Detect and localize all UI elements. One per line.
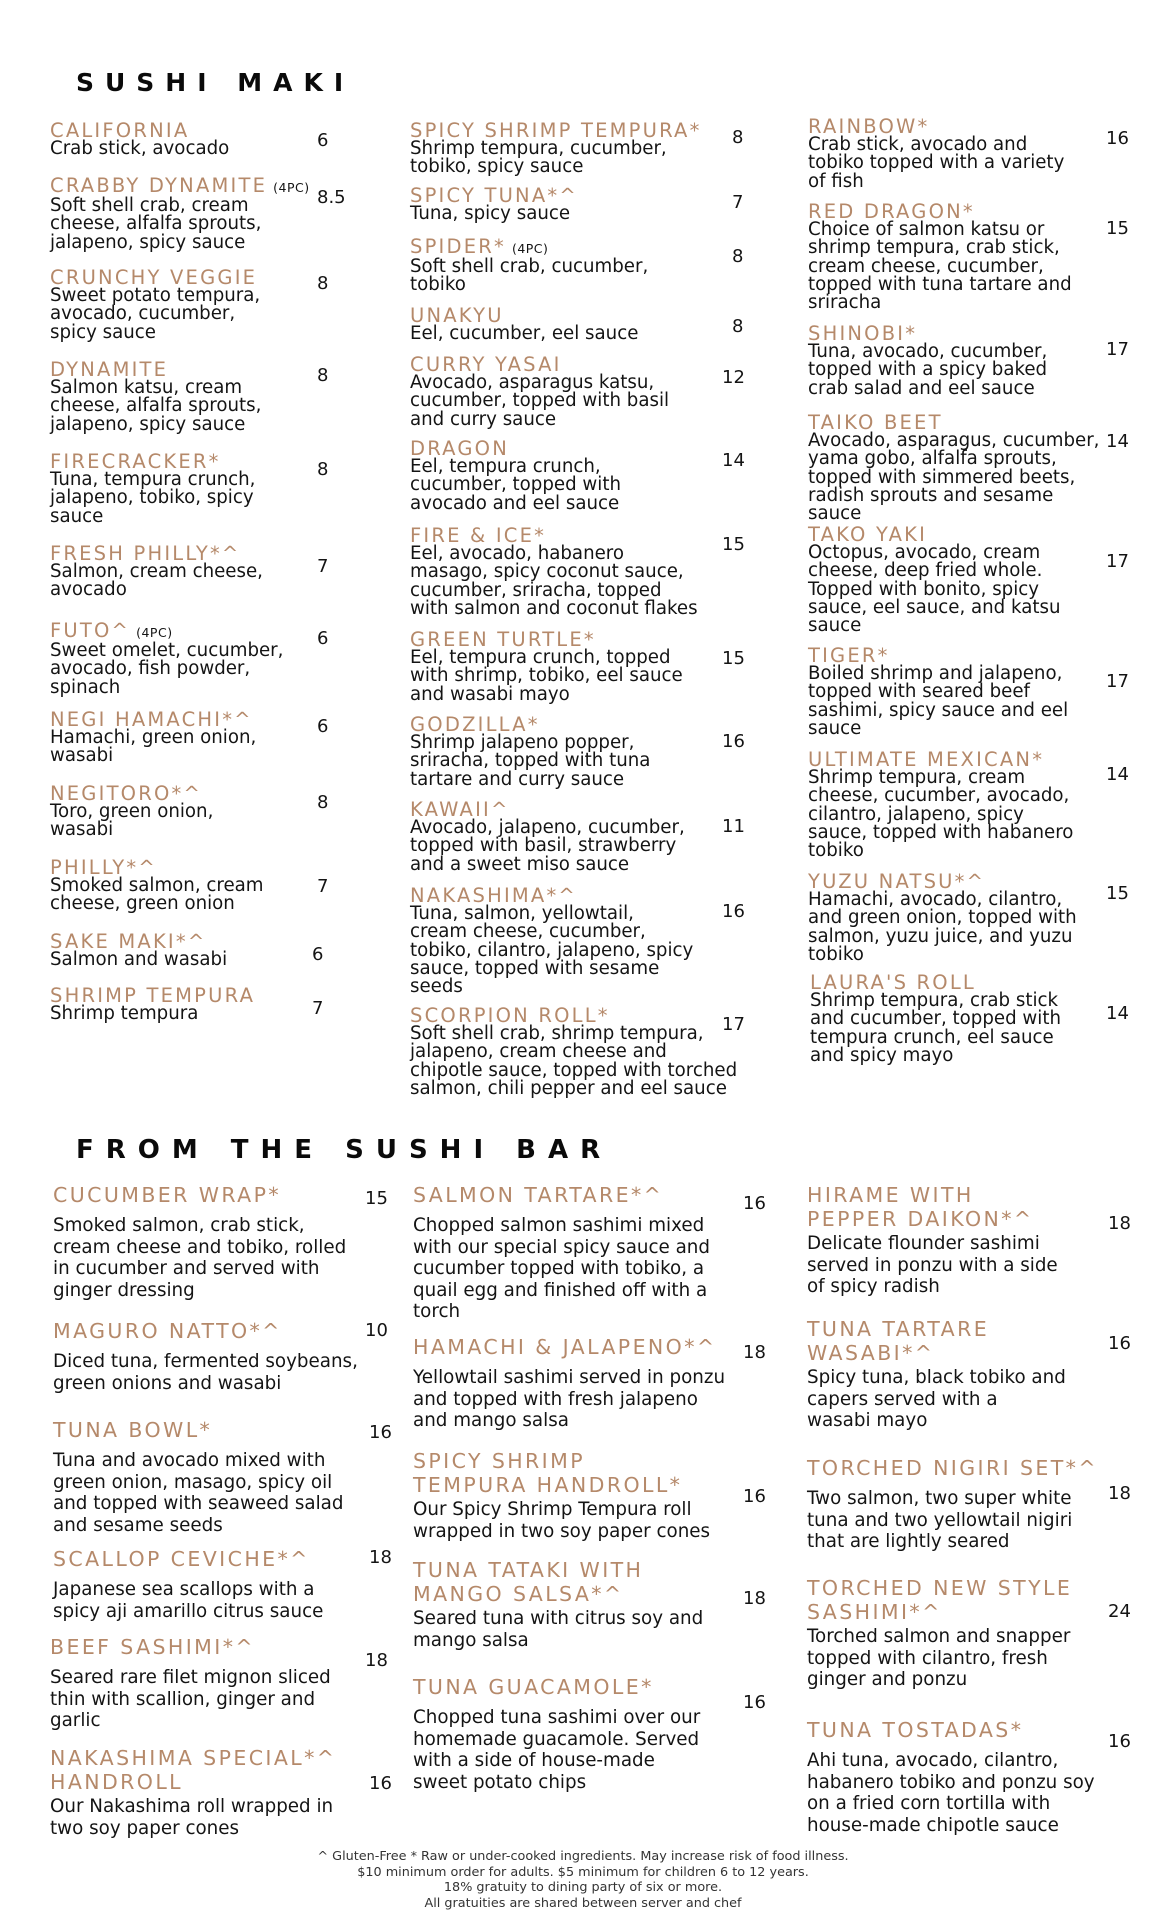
item-price: 17 [1106, 551, 1129, 572]
item-name-text: YUZU NATSU*^ [808, 870, 986, 893]
section-title-sushi-maki: SUSHI MAKI [76, 68, 355, 97]
menu-item-spider [410, 237, 648, 295]
footer-line: $10 minimum order for adults. $5 minimum for children 6 to 12 years. [357, 1864, 809, 1880]
item-price: 15 [365, 1188, 388, 1209]
menu-item-taiko-beet [808, 413, 1099, 523]
item-name-text: SPIDER* [410, 235, 506, 258]
item-description: Our Spicy Shrimp Tempura roll wrapped in two soy paper cones [413, 1499, 711, 1542]
item-name-text: SCORPION ROLL* [410, 1004, 610, 1027]
item-name-text: NEGI HAMACHI*^ [50, 708, 253, 731]
item-description: Soft shell crab, cucumber, tobiko [410, 256, 649, 296]
item-name-text: SHINOBI* [808, 322, 918, 345]
menu-item-negitoro [50, 784, 213, 840]
menu-item-maguro-natto [53, 1319, 358, 1394]
menu-item-firecracker [50, 452, 255, 526]
menu-item-spicy-shrimp-tempura-handroll [413, 1449, 710, 1542]
item-name-text: NAKASHIMA SPECIAL*^ HANDROLL [50, 1746, 337, 1794]
item-name-text: NEGITORO*^ [50, 782, 203, 805]
item-name-text: GREEN TURTLE* [410, 628, 596, 651]
item-description: Tuna, tempura crunch, jalapeno, tobiko, spicy sauce [50, 469, 256, 527]
menu-item-salmon-tartare [413, 1183, 710, 1323]
item-name-text: FUTO^ [50, 619, 131, 642]
item-name-text: TUNA GUACAMOLE* [413, 1675, 654, 1699]
item-price: 16 [1108, 1333, 1131, 1354]
item-name [413, 1558, 703, 1606]
item-price: 11 [722, 816, 745, 837]
item-description: Hamachi, green onion, wasabi [50, 727, 257, 767]
menu-item-hirame-with-pepper-daikon [807, 1183, 1058, 1298]
item-name-text: TORCHED NIGIRI SET*^ [807, 1456, 1098, 1480]
footer-line: ^ Gluten-Free * Raw or under-cooked ingredients. May increase risk of food illness. [317, 1849, 849, 1864]
item-description: Delicate flounder sashimi served in ponzu with a side of spicy radish [807, 1233, 1058, 1297]
item-name-text: TAIKO BEET [808, 411, 943, 434]
item-description: Crab stick, avocado [50, 138, 230, 159]
item-description: Eel, tempura crunch, topped with shrimp, tobiko, eel sauce and wasabi mayo [410, 647, 683, 705]
item-name [807, 1576, 1072, 1624]
menu-item-spicy-tuna [410, 186, 578, 223]
item-name-text: RAINBOW* [808, 115, 930, 138]
item-price: 7 [312, 998, 324, 1019]
menu-item-shinobi [808, 324, 1047, 398]
item-name-text: CALIFORNIA [50, 119, 190, 142]
menu-item-scallop-ceviche [53, 1547, 323, 1622]
item-name-text: HIRAME WITH PEPPER DAIKON*^ [807, 1183, 1034, 1231]
item-price: 16 [722, 901, 745, 922]
item-name [53, 1319, 358, 1343]
item-description: Salmon katsu, cream cheese, alfalfa sprouts, jalapeno, spicy sauce [50, 377, 262, 435]
menu-item-tuna-tartare-wasabi [807, 1317, 1066, 1432]
item-name-text: PHILLY*^ [50, 856, 157, 879]
item-price: 16 [743, 1193, 766, 1214]
item-price: 24 [1108, 1601, 1131, 1622]
item-description: Spicy tuna, black tobiko and capers served with a wasabi mayo [807, 1367, 1066, 1431]
item-price: 17 [722, 1014, 745, 1035]
item-price: 14 [1106, 431, 1129, 452]
item-price: 8 [732, 246, 744, 267]
item-name-text: BEEF SASHIMI*^ [50, 1635, 255, 1659]
item-price: 8 [317, 273, 329, 294]
item-name-text: TUNA TARTARE WASABI*^ [807, 1317, 990, 1365]
item-price: 7 [317, 876, 329, 897]
item-price: 16 [369, 1773, 392, 1794]
item-description: Japanese sea scallops with a spicy aji amarillo citrus sauce [53, 1579, 324, 1622]
menu-item-crabby-dynamite [50, 176, 310, 252]
item-description: Salmon, cream cheese, avocado [50, 561, 263, 601]
item-price: 18 [1108, 1483, 1131, 1504]
footer-notes [0, 1849, 1166, 1911]
item-description: Chopped salmon sashimi mixed with our special spicy sauce and cucumber topped with tobiko, a quail egg and finished off with a torch [413, 1215, 710, 1322]
item-price: 17 [1106, 671, 1129, 692]
item-name-text: LAURA'S ROLL [810, 971, 976, 994]
item-price: 18 [365, 1650, 388, 1671]
item-price: 18 [369, 1547, 392, 1568]
item-price: 8.5 [317, 187, 346, 208]
item-name-text: NAKASHIMA*^ [410, 884, 577, 907]
menu-item-nakashima [410, 886, 693, 996]
menu-item-crunchy-veggie [50, 268, 260, 342]
menu-item-sake-maki [50, 932, 227, 969]
menu-item-fresh-philly [50, 544, 263, 600]
item-price: 14 [1106, 764, 1129, 785]
menu-item-scorpion-roll [410, 1006, 737, 1098]
item-name [50, 1635, 331, 1659]
item-name-text: TUNA TOSTADAS* [807, 1718, 1024, 1742]
item-description: Octopus, avocado, cream cheese, deep fried whole. Topped with bonito, spicy sauce, eel sauce, and katsu sauce [808, 542, 1061, 637]
menu-item-tuna-tataki-with-mango-salsa [413, 1558, 703, 1651]
item-name [410, 237, 648, 258]
item-name [53, 1418, 343, 1442]
item-description: Avocado, asparagus katsu, cucumber, topped with basil and curry sauce [410, 372, 670, 430]
item-name-text: RED DRAGON* [808, 200, 975, 223]
item-description: Tuna and avocado mixed with green onion, masago, spicy oil and topped with seaweed salad and sesame seeds [53, 1450, 344, 1536]
item-name-text: TORCHED NEW STYLE SASHIMI*^ [807, 1576, 1073, 1624]
item-name-text: FIRECRACKER* [50, 450, 221, 473]
footer-line: All gratuities are shared between server and chef [424, 1895, 742, 1911]
menu-item-tiger [808, 646, 1068, 738]
menu-item-dynamite [50, 360, 261, 434]
section-title-sushi-bar: FROM THE SUSHI BAR [76, 1135, 613, 1165]
item-price: 6 [317, 628, 329, 649]
item-description: Seared rare filet mignon sliced thin with scallion, ginger and garlic [50, 1667, 331, 1731]
item-name-text: CUCUMBER WRAP* [53, 1183, 282, 1207]
item-price: 8 [317, 459, 329, 480]
item-price: 15 [1106, 218, 1129, 239]
item-price: 8 [317, 792, 329, 813]
menu-item-ultimate-mexican [808, 750, 1073, 860]
menu-item-california [50, 121, 229, 158]
menu-item-kawaii [410, 800, 685, 874]
item-description: Smoked salmon, crab stick, cream cheese and tobiko, rolled in cucumber and served with ginger dressing [53, 1215, 347, 1301]
item-price: 10 [365, 1320, 388, 1341]
menu-item-tuna-bowl [53, 1418, 343, 1536]
item-price: 12 [722, 367, 745, 388]
menu-item-torched-new-style-sashimi [807, 1576, 1072, 1691]
item-name-text: SPICY SHRIMP TEMPURA* [410, 119, 702, 142]
menu-item-unakyu [410, 306, 638, 343]
item-description: Seared tuna with citrus soy and mango salsa [413, 1608, 704, 1651]
menu-item-spicy-shrimp-tempura [410, 121, 702, 177]
item-description: Soft shell crab, shrimp tempura, jalapeno, cream cheese and chipotle sauce, topped with torched salmon, chili pepper and eel sauce [410, 1023, 738, 1099]
item-price: 16 [369, 1422, 392, 1443]
item-price: 14 [1106, 1003, 1129, 1024]
item-price: 18 [743, 1342, 766, 1363]
item-price: 18 [1108, 1213, 1131, 1234]
item-name-text: DYNAMITE [50, 358, 169, 381]
item-description: Crab stick, avocado and tobiko topped with a variety of fish [808, 134, 1065, 192]
item-description: Ahi tuna, avocado, cilantro, habanero tobiko and ponzu soy on a fried corn tortilla with house-made chipotle sauce [807, 1750, 1095, 1836]
item-name-text: SHRIMP TEMPURA [50, 984, 256, 1007]
item-name-text: SAKE MAKI*^ [50, 930, 207, 953]
item-description: Torched salmon and snapper topped with cilantro, fresh ginger and ponzu [807, 1626, 1071, 1690]
menu-item-green-turtle [410, 630, 683, 704]
item-description: Yellowtail sashimi served in ponzu and topped with fresh jalapeno and mango salsa [413, 1367, 726, 1431]
item-name-text: SCALLOP CEVICHE*^ [53, 1547, 310, 1571]
item-name [413, 1335, 725, 1359]
item-name [50, 176, 310, 197]
item-name-text: SPICY SHRIMP TEMPURA HANDROLL* [413, 1449, 683, 1497]
item-description: Toro, green onion, wasabi [50, 801, 214, 841]
item-price: 18 [743, 1588, 766, 1609]
item-price: 15 [722, 534, 745, 555]
item-name-text: FRESH PHILLY*^ [50, 542, 241, 565]
menu-item-beef-sashimi [50, 1635, 331, 1732]
menu-item-red-dragon [808, 202, 1072, 312]
item-price: 16 [743, 1486, 766, 1507]
item-name-text: TAKO YAKI [808, 523, 928, 546]
piece-count: (4PC) [273, 180, 310, 195]
item-description: Choice of salmon katsu or shrimp tempura, crab stick, cream cheese, cucumber, topped with tuna tartare and sriracha [808, 219, 1072, 314]
item-description: Avocado, jalapeno, cucumber, topped with basil, strawberry and a sweet miso sauce [410, 817, 685, 875]
menu-item-futo [50, 621, 283, 697]
menu-item-shrimp-tempura [50, 986, 255, 1023]
item-description: Diced tuna, fermented soybeans, green onions and wasabi [53, 1351, 358, 1394]
item-name-text: ULTIMATE MEXICAN* [808, 748, 1045, 771]
footer-line: 18% gratuity to dining party of six or more. [443, 1880, 723, 1896]
item-name-text: SALMON TARTARE*^ [413, 1183, 664, 1207]
item-name [807, 1317, 1066, 1365]
menu-item-rainbow [808, 117, 1064, 191]
item-name-text: MAGURO NATTO*^ [53, 1319, 282, 1343]
piece-count: (4PC) [136, 625, 173, 640]
menu-item-yuzu-natsu [808, 872, 1077, 964]
item-name-text: TUNA TATAKI WITH MANGO SALSA*^ [413, 1558, 644, 1606]
menu-item-cucumber-wrap [53, 1183, 346, 1301]
item-description: Smoked salmon, cream cheese, green onion [50, 875, 264, 915]
item-price: 7 [317, 556, 329, 577]
item-price: 16 [722, 731, 745, 752]
item-name-text: DRAGON [410, 437, 510, 460]
item-description: Eel, tempura crunch, cucumber, topped with avocado and eel sauce [410, 456, 621, 514]
item-description: Our Nakashima roll wrapped in two soy paper cones [50, 1796, 334, 1839]
item-price: 6 [317, 130, 329, 151]
item-name [413, 1675, 700, 1699]
item-description: Soft shell crab, cream cheese, alfalfa sprouts, jalapeno, spicy sauce [50, 195, 262, 253]
item-description: Shrimp jalapeno popper, sriracha, topped with tuna tartare and curry sauce [410, 732, 651, 790]
item-name [807, 1456, 1098, 1480]
item-description: Two salmon, two super white tuna and two yellowtail nigiri that are lightly seared [807, 1488, 1073, 1552]
item-name-text: GODZILLA* [410, 713, 540, 736]
item-description: Tuna, avocado, cucumber, topped with a spicy baked crab salad and eel sauce [808, 341, 1048, 399]
item-description: Sweet omelet, cucumber, avocado, fish powder, spinach [50, 640, 284, 698]
item-name [53, 1183, 346, 1207]
item-description: Shrimp tempura, crab stick and cucumber, topped with tempura crunch, eel sauce and spicy mayo [810, 990, 1061, 1066]
menu-item-fire-ice [410, 526, 698, 618]
item-name [413, 1183, 710, 1207]
item-name-text: FIRE & ICE* [410, 524, 547, 547]
item-name-text: CURRY YASAI [410, 353, 562, 376]
menu-item-laura-s-roll [810, 973, 1061, 1065]
item-name [53, 1547, 323, 1571]
item-price: 16 [743, 1692, 766, 1713]
item-price: 8 [317, 365, 329, 386]
item-name-text: KAWAII^ [410, 798, 510, 821]
item-name-text: TIGER* [808, 644, 890, 667]
menu-item-tuna-guacamole [413, 1675, 700, 1793]
item-description: Eel, cucumber, eel sauce [410, 323, 639, 344]
item-price: 17 [1106, 339, 1129, 360]
item-price: 6 [317, 716, 329, 737]
item-description: Shrimp tempura [50, 1003, 199, 1024]
item-description: Shrimp tempura, cream cheese, cucumber, avocado, cilantro, jalapeno, spicy sauce, topped with habanero tobiko [808, 767, 1074, 862]
item-price: 7 [732, 192, 744, 213]
piece-count: (4PC) [511, 241, 549, 256]
item-price: 8 [732, 316, 744, 337]
item-name-text: HAMACHI & JALAPENO*^ [413, 1335, 717, 1359]
item-price: 6 [312, 944, 324, 965]
item-description: Boiled shrimp and jalapeno, topped with seared beef sashimi, spicy sauce and eel sauce [808, 663, 1069, 739]
item-price: 16 [1108, 1731, 1131, 1752]
item-name-text: CRABBY DYNAMITE [50, 174, 268, 197]
item-description: Salmon and wasabi [50, 949, 228, 970]
item-name-text: UNAKYU [410, 304, 504, 327]
menu-item-tuna-tostadas [807, 1718, 1095, 1836]
item-description: Sweet potato tempura, avocado, cucumber, spicy sauce [50, 285, 261, 343]
menu-item-philly [50, 858, 264, 914]
item-name-text: SPICY TUNA*^ [410, 184, 578, 207]
menu-item-nakashima-special-handroll [50, 1746, 336, 1839]
item-description: Avocado, asparagus, cucumber, yama gobo, alfalfa sprouts, topped with simmered beets, radish sprouts and sesame sauce [808, 430, 1100, 525]
menu-item-curry-yasai [410, 355, 669, 429]
item-name [413, 1449, 710, 1497]
item-name [50, 1746, 336, 1794]
item-description: Tuna, spicy sauce [410, 203, 571, 224]
menu-item-hamachi-jalapeno [413, 1335, 725, 1432]
item-name [807, 1718, 1095, 1742]
item-price: 15 [1106, 883, 1129, 904]
item-price: 15 [722, 648, 745, 669]
item-price: 8 [732, 127, 744, 148]
item-price: 16 [1106, 128, 1129, 149]
item-description: Tuna, salmon, yellowtail, cream cheese, cucumber, tobiko, cilantro, jalapeno, spicy sauce, topped with sesame seeds [410, 903, 694, 998]
item-description: Eel, avocado, habanero masago, spicy coconut sauce, cucumber, sriracha, topped with salmon and coconut flakes [410, 543, 698, 619]
menu-item-godzilla [410, 715, 650, 789]
item-name-text: CRUNCHY VEGGIE [50, 266, 258, 289]
menu-item-negi-hamachi [50, 710, 256, 766]
item-description: Chopped tuna sashimi over our homemade guacamole. Served with a side of house-made sweet potato chips [413, 1707, 701, 1793]
menu-item-torched-nigiri-set [807, 1456, 1098, 1553]
item-name [50, 621, 283, 642]
item-name-text: TUNA BOWL* [53, 1418, 213, 1442]
item-price: 14 [722, 450, 745, 471]
item-name [807, 1183, 1058, 1231]
item-description: Shrimp tempura, cucumber, tobiko, spicy sauce [410, 138, 667, 178]
item-description: Hamachi, avocado, cilantro, and green onion, topped with salmon, yuzu juice, and yuzu tobiko [808, 889, 1077, 965]
menu-item-dragon [410, 439, 621, 513]
menu-item-tako-yaki [808, 525, 1061, 635]
